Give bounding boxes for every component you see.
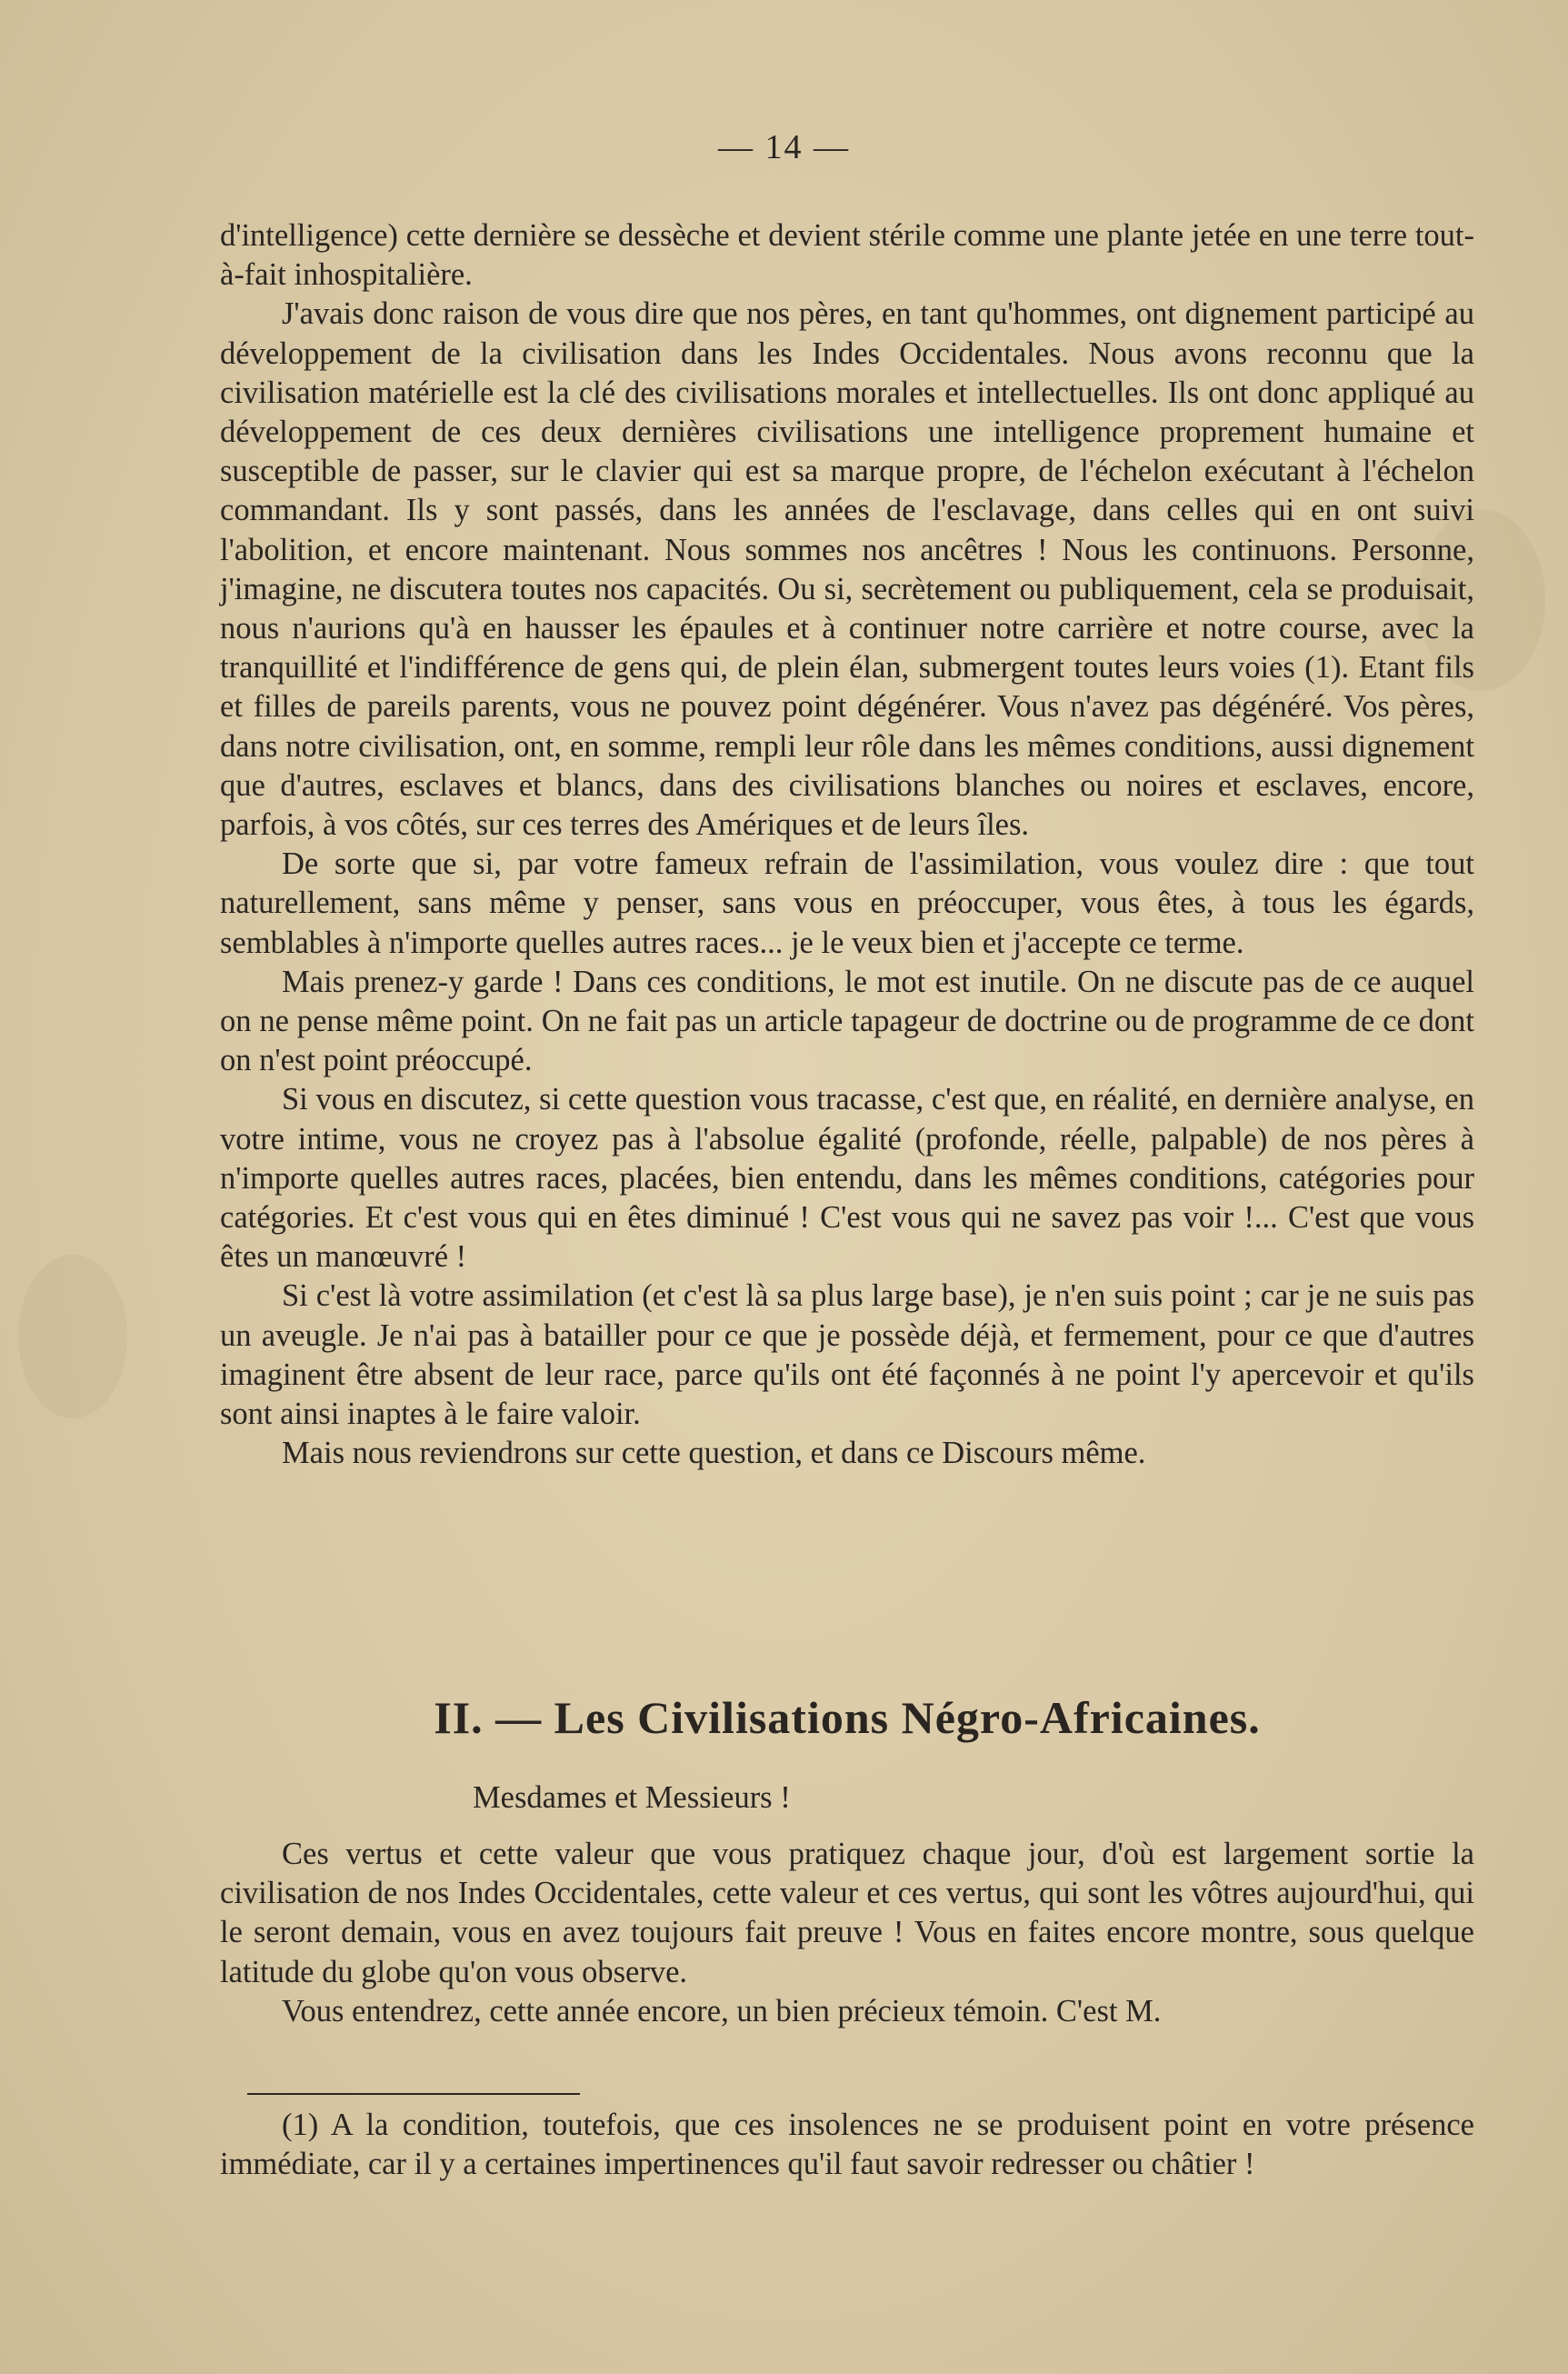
footnote [220, 2106, 1474, 2184]
paragraph: Vous entendrez, cette année encore, un bien précieux témoin. C'est M. [282, 1993, 1162, 2028]
page-number: — 14 — [718, 128, 850, 166]
paragraph: d'intelligence) cette dernière se dessèche et devient stérile comme une plante jetée en une terre tout-à-fait inhospitalière. [220, 218, 1474, 293]
footnote-text: (1) A la condition, toutefois, que ces insolences ne se produisent point en votre présence immédiate, car il y a certaines impertinences qu'il faut savoir redresser ou châtier ! [220, 2108, 1474, 2182]
section-body-text [220, 1835, 1474, 2031]
paragraph: Ces vertus et cette valeur que vous pratiquez chaque jour, d'où est largement sortie la civilisation de nos Indes Occidentales, cette valeur et ces vertus, qui sont les vôtres aujourd'hui, qui le seront demain, vous en avez toujours fait preuve ! Vous en faites encore montre, sous quelque latitude du globe qu'on vous observe. [220, 1837, 1474, 1989]
body-text [220, 216, 1474, 1474]
paragraph: De sorte que si, par votre fameux refrain de l'assimilation, vous voulez dire : que tout naturellement, sans même y penser, sans vous en préoccuper, vous êtes, à tous les égards, semblables à n'importe quelles autres races... je le veux bien et j'accepte ce terme. [220, 846, 1474, 960]
salutation: Mesdames et Messieurs ! [473, 1780, 791, 1815]
section-heading: II. — Les Civilisations Négro-Africaines. [434, 1692, 1261, 1743]
paragraph: Mais nous reviendrons sur cette question, et dans ce Discours même. [282, 1436, 1146, 1471]
paragraph: J'avais donc raison de vous dire que nos pères, en tant qu'hommes, ont dignement participé au développement de la civilisation dans les Indes Occidentales. Nous avons reconnu que la civilisation matérielle est la clé des civilisations morales et intellectuelles. Ils ont donc appliqué au développement de ces deux dernières civilisations une intelligence proprement humaine et susceptible de passer, sur le clavier qui est sa marque propre, de l'échelon exécutant à l'échelon commandant. Ils y sont passés, dans les années de l'esclavage, dans celles qui en ont suivi l'abolition, et encore maintenant. Nous sommes nos ancêtres ! Nous les continuons. Personne, j'imagine, ne discutera toutes nos capacités. Ou si, secrètement ou publiquement, cela se produisait, nous n'aurions qu'à en hausser les épaules et à continuer notre carrière et notre course, avec la tranquillité et l'indifférence de gens qui, de plein élan, submergent toutes leurs voies (1). Etant fils et filles de pareils parents, vous ne pouvez point dégénérer. Vous n'avez pas dégénéré. Vos pères, dans notre civilisation, ont, en somme, rempli leur rôle dans les mêmes conditions, aussi dignement que d'autres, esclaves et blancs, dans des civilisations blanches ou noires et esclaves, encore, parfois, à vos côtés, sur ces terres des Amériques et de leurs îles. [220, 296, 1474, 843]
paper-stain [18, 1255, 127, 1418]
footnote-divider [247, 2093, 580, 2095]
paragraph: Mais prenez-y garde ! Dans ces conditions, le mot est inutile. On ne discute pas de ce auquel on ne pense même point. On ne fait pas un article tapageur de doctrine ou de programme de ce dont on n'est point préoccupé. [220, 964, 1474, 1078]
paragraph: Si vous en discutez, si cette question vous tracasse, c'est que, en réalité, en dernière analyse, en votre intime, vous ne croyez pas à l'absolue égalité (profonde, réelle, palpable) de nos pères à n'importe quelles autres races, placées, bien entendu, dans les mêmes conditions, catégories pour catégories. Et c'est vous qui en êtes diminué ! C'est vous qui ne savez pas voir !... C'est que vous êtes un manœuvré ! [220, 1082, 1474, 1275]
paragraph: Si c'est là votre assimilation (et c'est là sa plus large base), je n'en suis point ; car je ne suis pas un aveugle. Je n'ai pas à batailler pour ce que je possède déjà, et fermement, pour ce que d'autres imaginent être absent de leur race, parce qu'ils ont été façonnés à ne point l'y apercevoir et qu'ils sont ainsi inaptes à le faire valoir. [220, 1278, 1474, 1432]
